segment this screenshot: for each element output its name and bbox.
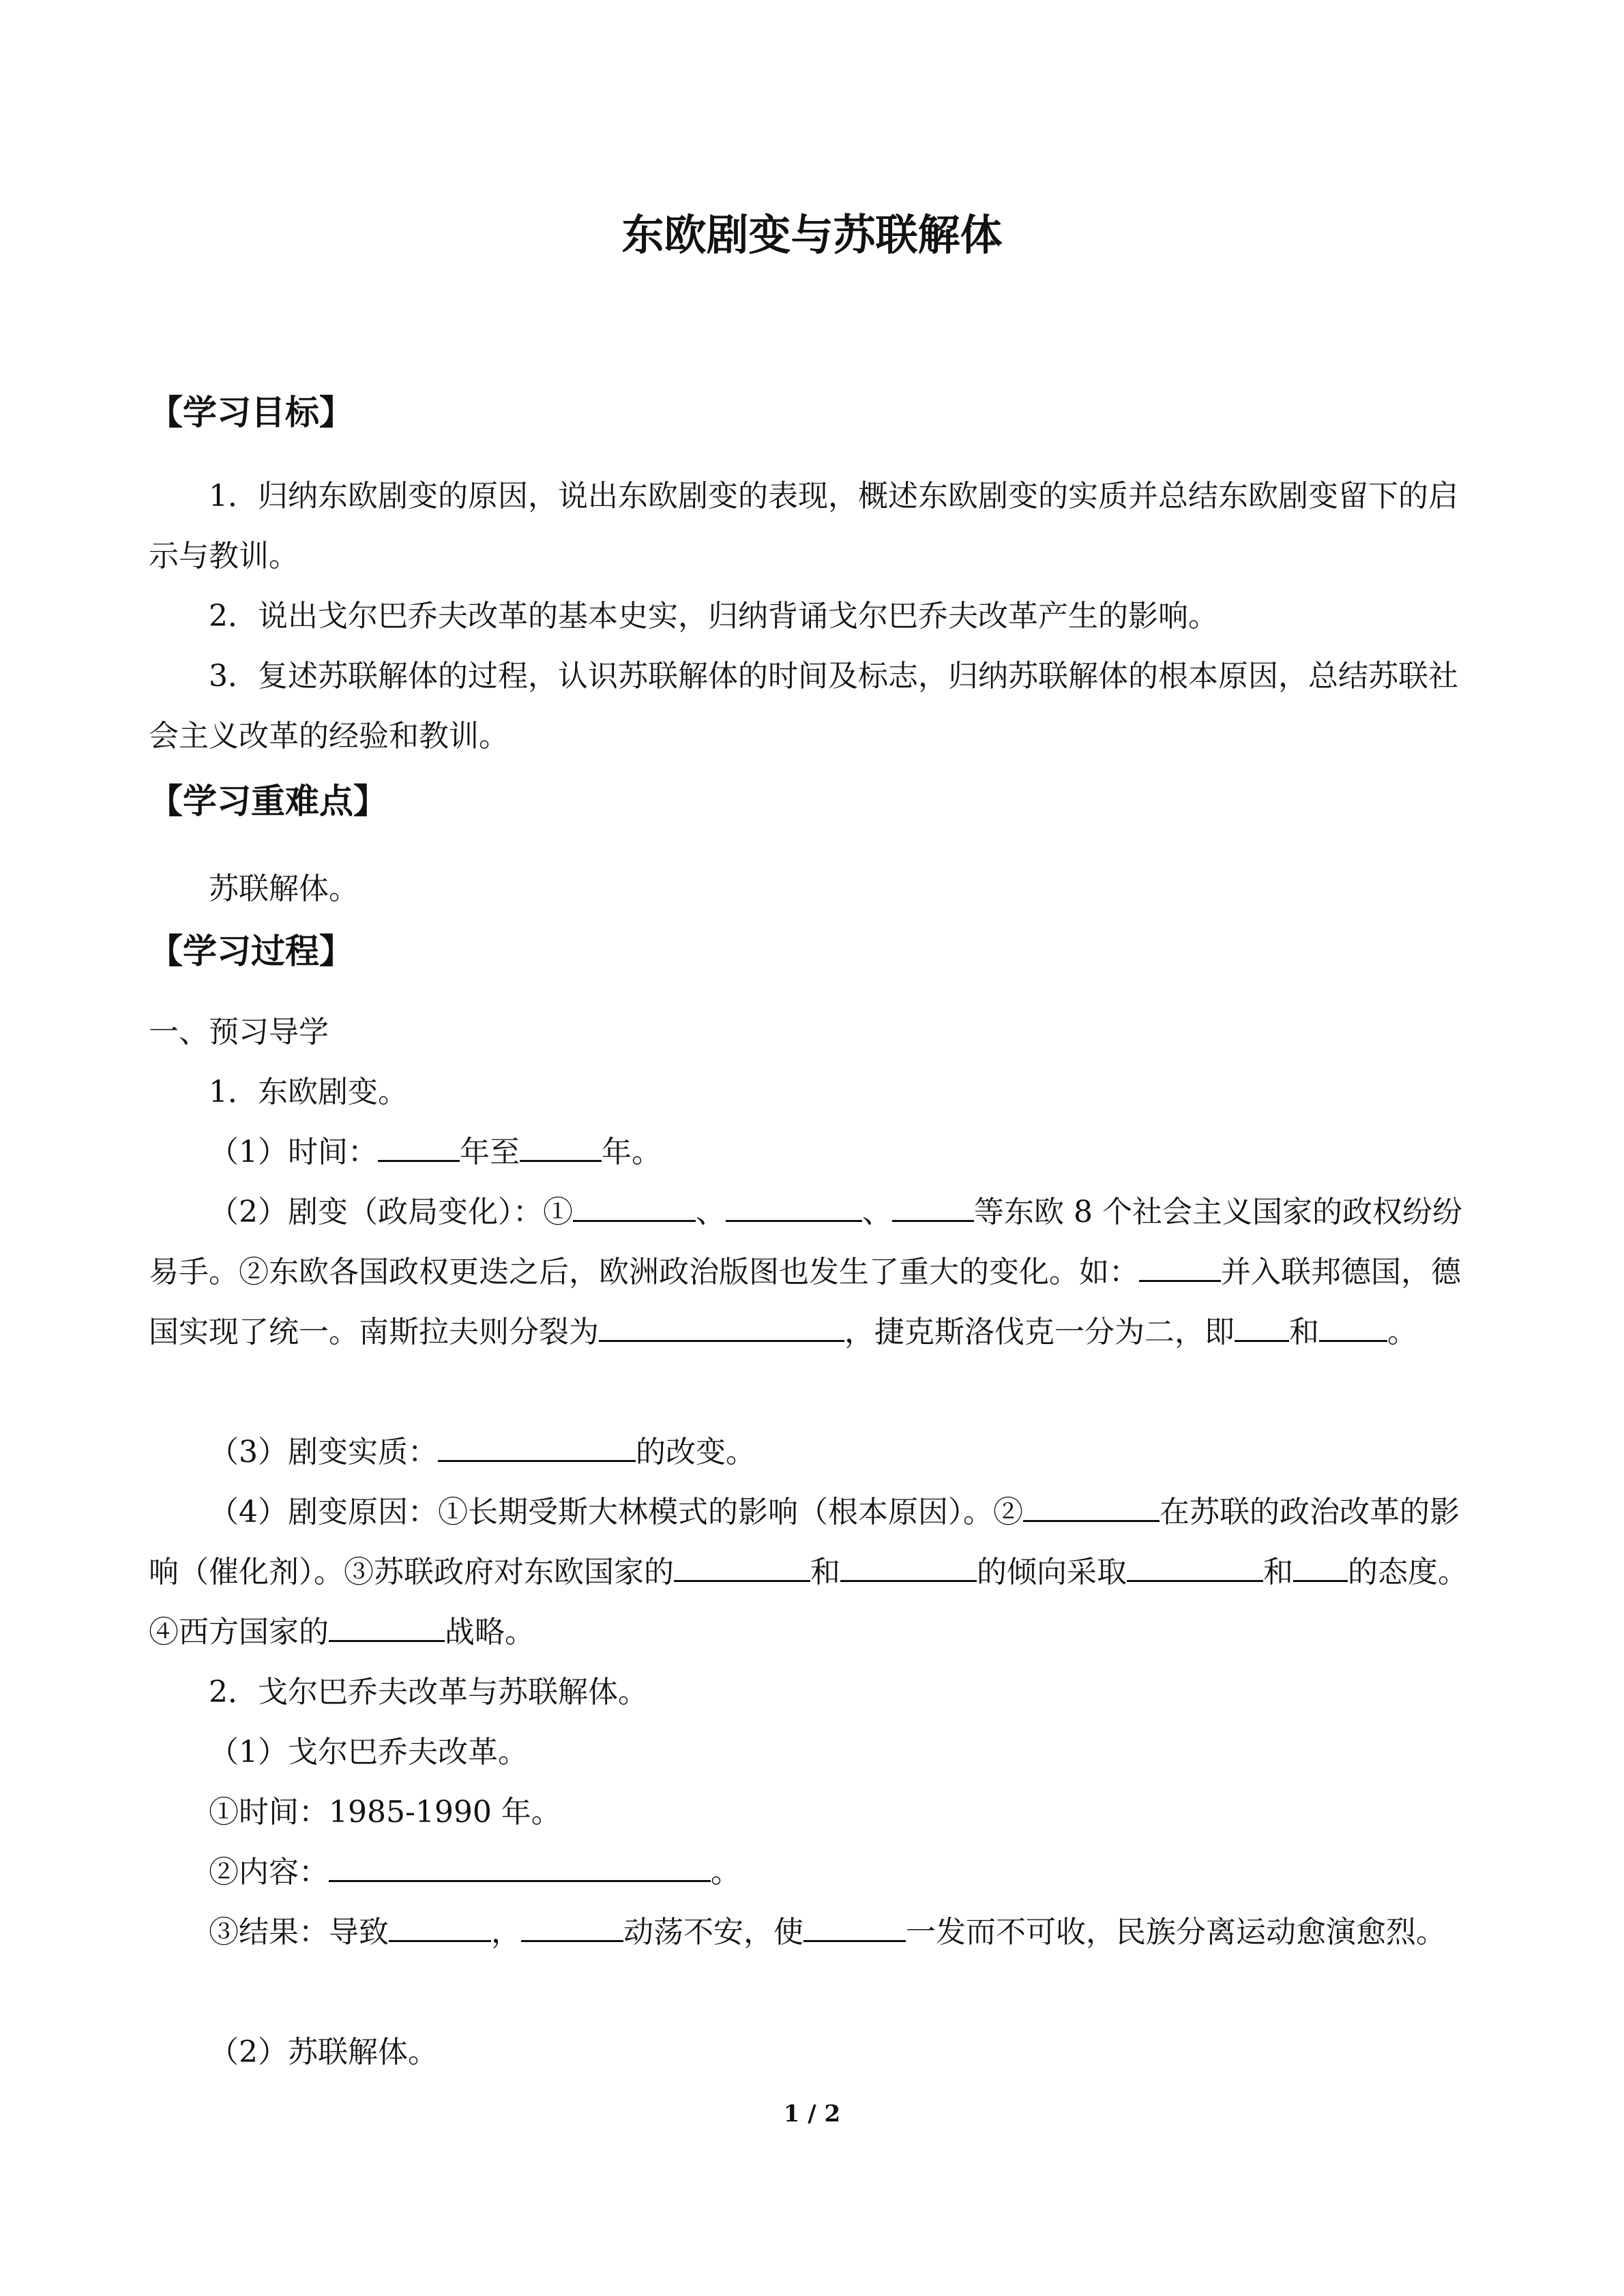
fill-blank[interactable] bbox=[438, 1431, 636, 1462]
fill-blank[interactable] bbox=[389, 1911, 491, 1942]
q2-1-result-c: 动荡不安，使 bbox=[623, 1915, 803, 1950]
q1-2-text-d: 等东欧 8 个社会主义国家的政权纷纷易手。②东欧各国政权更迭之后，欧洲政治版图也发生了重大的变化。如： bbox=[149, 1195, 1462, 1289]
question-1-4 bbox=[149, 1482, 1475, 1663]
q2-1-result-d: 一发而不可收，民族分离运动愈演愈烈。 bbox=[906, 1915, 1446, 1950]
q1-2-text-f: ，捷克斯洛伐克一分为二，即 bbox=[844, 1315, 1235, 1350]
objective-1: 1．归纳东欧剧变的原因，说出东欧剧变的表现，概述东欧剧变的实质并总结东欧剧变留下的启示与教训。 bbox=[149, 479, 1458, 573]
q1-2-text-g: 和 bbox=[1289, 1315, 1319, 1350]
fill-blank[interactable] bbox=[892, 1191, 974, 1222]
question-2: 2．戈尔巴乔夫改革与苏联解体。 bbox=[209, 1675, 648, 1710]
question-1: 1．东欧剧变。 bbox=[209, 1075, 408, 1109]
q1-2-text-a: （2）剧变（政局变化）：① bbox=[209, 1195, 573, 1229]
fill-blank[interactable] bbox=[726, 1191, 862, 1222]
fill-blank[interactable] bbox=[599, 1311, 844, 1342]
part-preview: 一、预习导学 bbox=[149, 1015, 329, 1049]
q1-1-text-a: （1）时间： bbox=[209, 1135, 378, 1169]
fill-blank[interactable] bbox=[329, 1851, 711, 1882]
question-1-2 bbox=[149, 1182, 1475, 1362]
fill-blank[interactable] bbox=[1319, 1311, 1387, 1342]
q2-1-content-a: ②内容： bbox=[209, 1855, 329, 1890]
q1-4-text-c: 和 bbox=[810, 1555, 840, 1590]
q2-1-content-b: 。 bbox=[711, 1855, 741, 1890]
fill-blank[interactable] bbox=[840, 1551, 977, 1582]
question-2-1-content bbox=[209, 1843, 1475, 1903]
fill-blank[interactable] bbox=[520, 1131, 602, 1162]
fill-blank[interactable] bbox=[1139, 1251, 1221, 1282]
question-2-1-time: ①时间：1985-1990 年。 bbox=[209, 1795, 561, 1830]
heading-process: 【学习过程】 bbox=[149, 931, 353, 971]
objective-2: 2．说出戈尔巴乔夫改革的基本史实，归纳背诵戈尔巴乔夫改革产生的影响。 bbox=[209, 599, 1218, 633]
fill-blank[interactable] bbox=[573, 1191, 696, 1222]
keypoints-text: 苏联解体。 bbox=[209, 871, 359, 906]
q1-4-text-e: 和 bbox=[1263, 1555, 1293, 1590]
q1-2-text-e: 并入联邦德国，德国实现了统一。南斯拉夫则分裂为 bbox=[149, 1255, 1461, 1350]
q1-1-text-c: 年。 bbox=[602, 1135, 662, 1169]
q2-1-result-b: ， bbox=[491, 1915, 521, 1950]
q1-4-text-f: 的态度。④西方国家的 bbox=[149, 1555, 1468, 1650]
q1-3-text-b: 的改变。 bbox=[636, 1435, 756, 1470]
q1-4-text-a: （4）剧变原因：①长期受斯大林模式的影响（根本原因）。② bbox=[209, 1495, 1023, 1530]
objective-3: 3．复述苏联解体的过程，认识苏联解体的时间及标志，归纳苏联解体的根本原因，总结苏联社会主义改革的经验和教训。 bbox=[149, 659, 1458, 754]
q1-4-text-d: 的倾向采取 bbox=[977, 1555, 1127, 1590]
fill-blank[interactable] bbox=[1235, 1311, 1289, 1342]
q1-2-text-c: 、 bbox=[862, 1195, 892, 1229]
question-2-1-result bbox=[149, 1903, 1475, 1963]
page-number: 1 / 2 bbox=[783, 2100, 841, 2128]
heading-objectives: 【学习目标】 bbox=[149, 392, 353, 432]
q1-2-text-b: 、 bbox=[696, 1195, 726, 1229]
fill-blank[interactable] bbox=[674, 1551, 810, 1582]
q1-3-text-a: （3）剧变实质： bbox=[209, 1435, 438, 1470]
fill-blank[interactable] bbox=[378, 1131, 460, 1162]
question-2-1: （1）戈尔巴乔夫改革。 bbox=[209, 1735, 528, 1770]
fill-blank[interactable] bbox=[1023, 1491, 1160, 1522]
question-1-3 bbox=[209, 1422, 1475, 1482]
fill-blank[interactable] bbox=[803, 1911, 906, 1942]
q1-2-text-h: 。 bbox=[1387, 1315, 1417, 1350]
q1-1-text-b: 年至 bbox=[460, 1135, 520, 1169]
document-title: 东欧剧变与苏联解体 bbox=[621, 210, 1003, 260]
q1-4-text-g: 战略。 bbox=[445, 1615, 535, 1650]
fill-blank[interactable] bbox=[1127, 1551, 1263, 1582]
q1-4-text-b: 在苏联的政治改革的影响（催化剂）。③苏联政府对东欧国家的 bbox=[149, 1495, 1460, 1590]
fill-blank[interactable] bbox=[521, 1911, 623, 1942]
question-1-1 bbox=[209, 1122, 1475, 1182]
q2-1-result-a: ③结果：导致 bbox=[209, 1915, 389, 1950]
fill-blank[interactable] bbox=[329, 1611, 445, 1642]
question-2-2: （2）苏联解体。 bbox=[209, 2035, 438, 2070]
heading-keypoints: 【学习重难点】 bbox=[149, 781, 387, 821]
fill-blank[interactable] bbox=[1293, 1551, 1348, 1582]
